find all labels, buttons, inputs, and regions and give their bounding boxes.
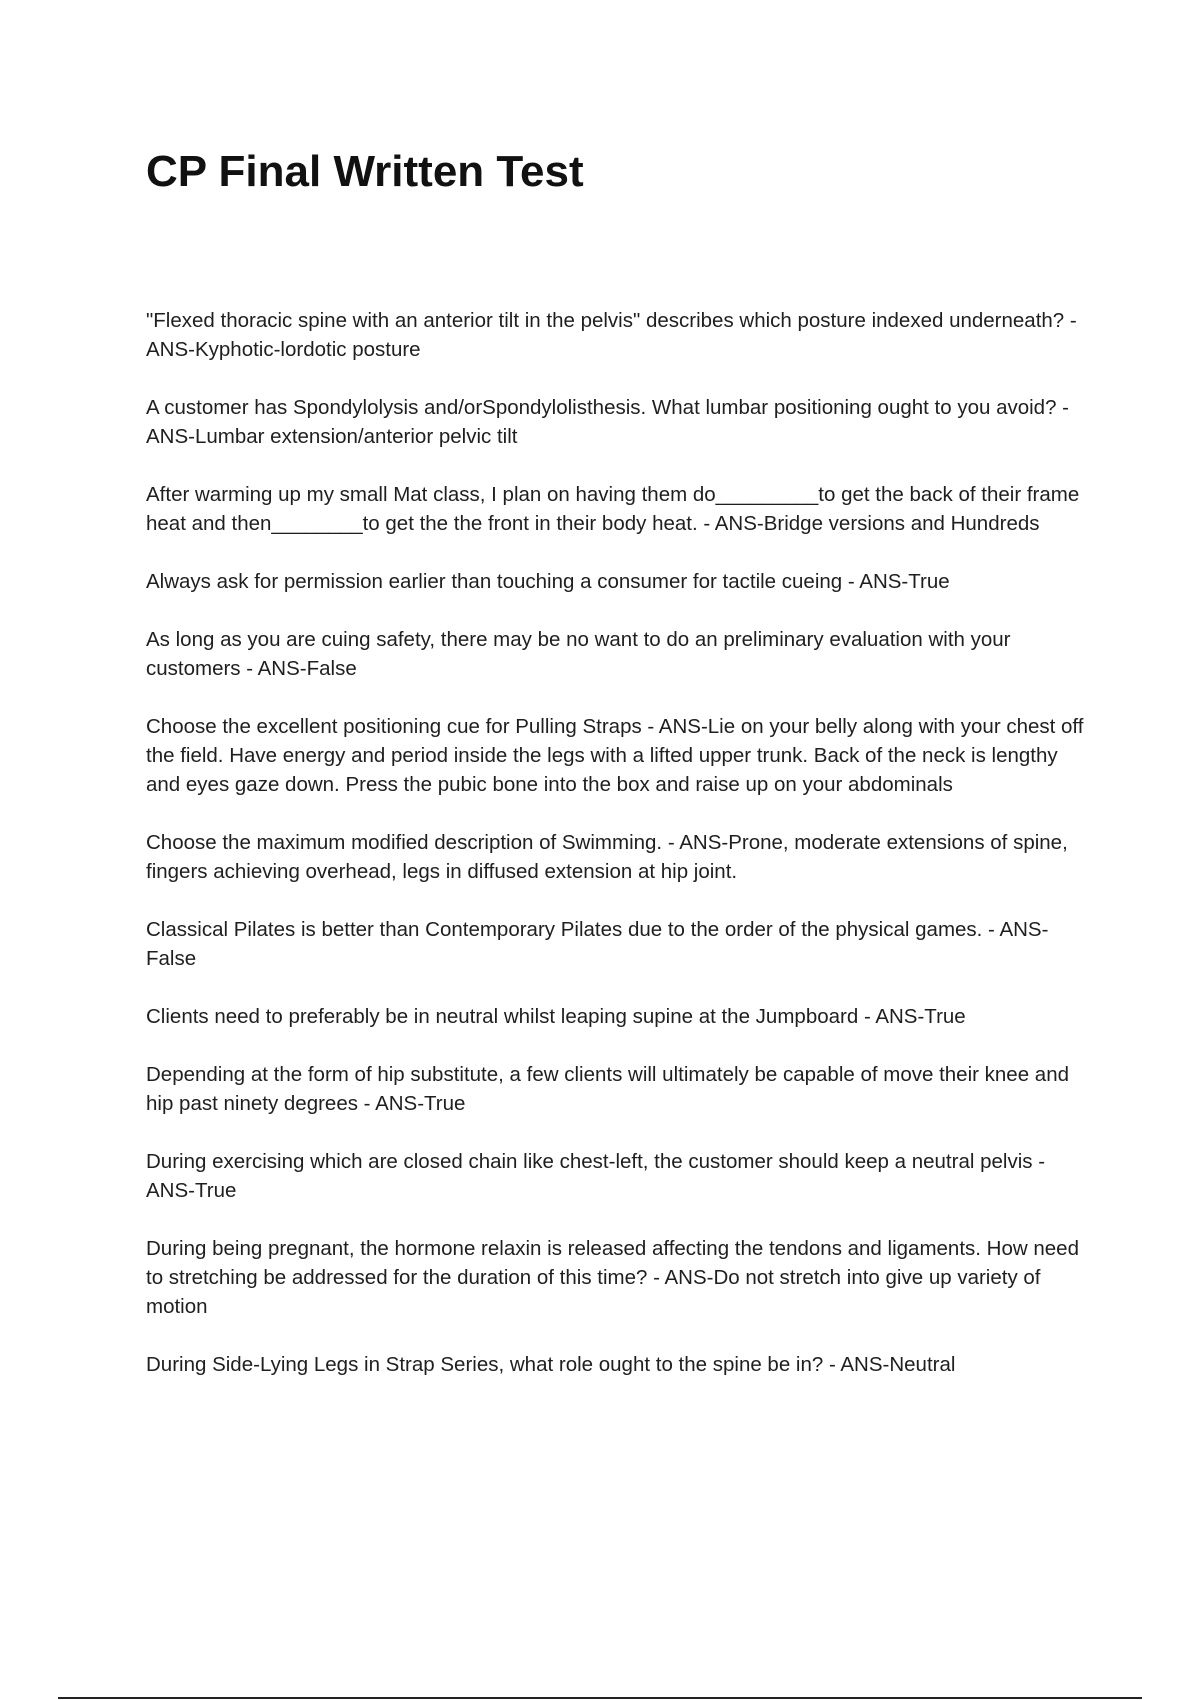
document-title: CP Final Written Test (146, 147, 584, 196)
qa-item: As long as you are cuing safety, there may be no want to do an preliminary evaluation with your customers - ANS-False (146, 628, 1011, 680)
qa-item: Depending at the form of hip substitute, a few clients will ultimately be capable of move their knee and hip past ninety degrees - ANS-True (146, 1063, 1070, 1115)
qa-item: After warming up my small Mat class, I plan on having them do_________to get the back of their frame heat and then________to get the the front in their body heat. - ANS-Bridge versions and Hundreds (146, 483, 1080, 535)
qa-item: During exercising which are closed chain like chest-left, the customer should keep a neutral pelvis - ANS-True (146, 1150, 1046, 1202)
qa-item: Choose the maximum modified description of Swimming. - ANS-Prone, moderate extensions of spine, fingers achieving overhead, legs in diffused extension at hip joint. (146, 831, 1068, 883)
qa-item: Classical Pilates is better than Contemporary Pilates due to the order of the physical games. - ANS-False (146, 918, 1049, 970)
qa-item: Choose the excellent positioning cue for Pulling Straps - ANS-Lie on your belly along with your chest off the field. Have energy and period inside the legs with a lifted upper trunk. Back of the neck is lengthy and eyes gaze down. Press the pubic bone into the box and raise up on your abdominals (146, 715, 1084, 796)
qa-item: A customer has Spondylolysis and/orSpondylolisthesis. What lumbar positioning ought to you avoid? - ANS-Lumbar extension/anterior pelvic tilt (146, 396, 1070, 448)
qa-item: Clients need to preferably be in neutral whilst leaping supine at the Jumpboard - ANS-True (146, 1005, 966, 1028)
qa-item: "Flexed thoracic spine with an anterior tilt in the pelvis" describes which posture indexed underneath? - ANS-Kyphotic-lordotic posture (146, 309, 1077, 361)
qa-item: During Side-Lying Legs in Strap Series, what role ought to the spine be in? - ANS-Neutral (146, 1353, 956, 1376)
qa-item: Always ask for permission earlier than touching a consumer for tactile cueing - ANS-True (146, 570, 950, 593)
footer-divider (58, 1697, 1142, 1699)
qa-list (146, 306, 1086, 1408)
qa-item: During being pregnant, the hormone relaxin is released affecting the tendons and ligaments. How need to stretching be addressed for the duration of this time? - ANS-Do not stretch into give up variety of motion (146, 1237, 1079, 1318)
